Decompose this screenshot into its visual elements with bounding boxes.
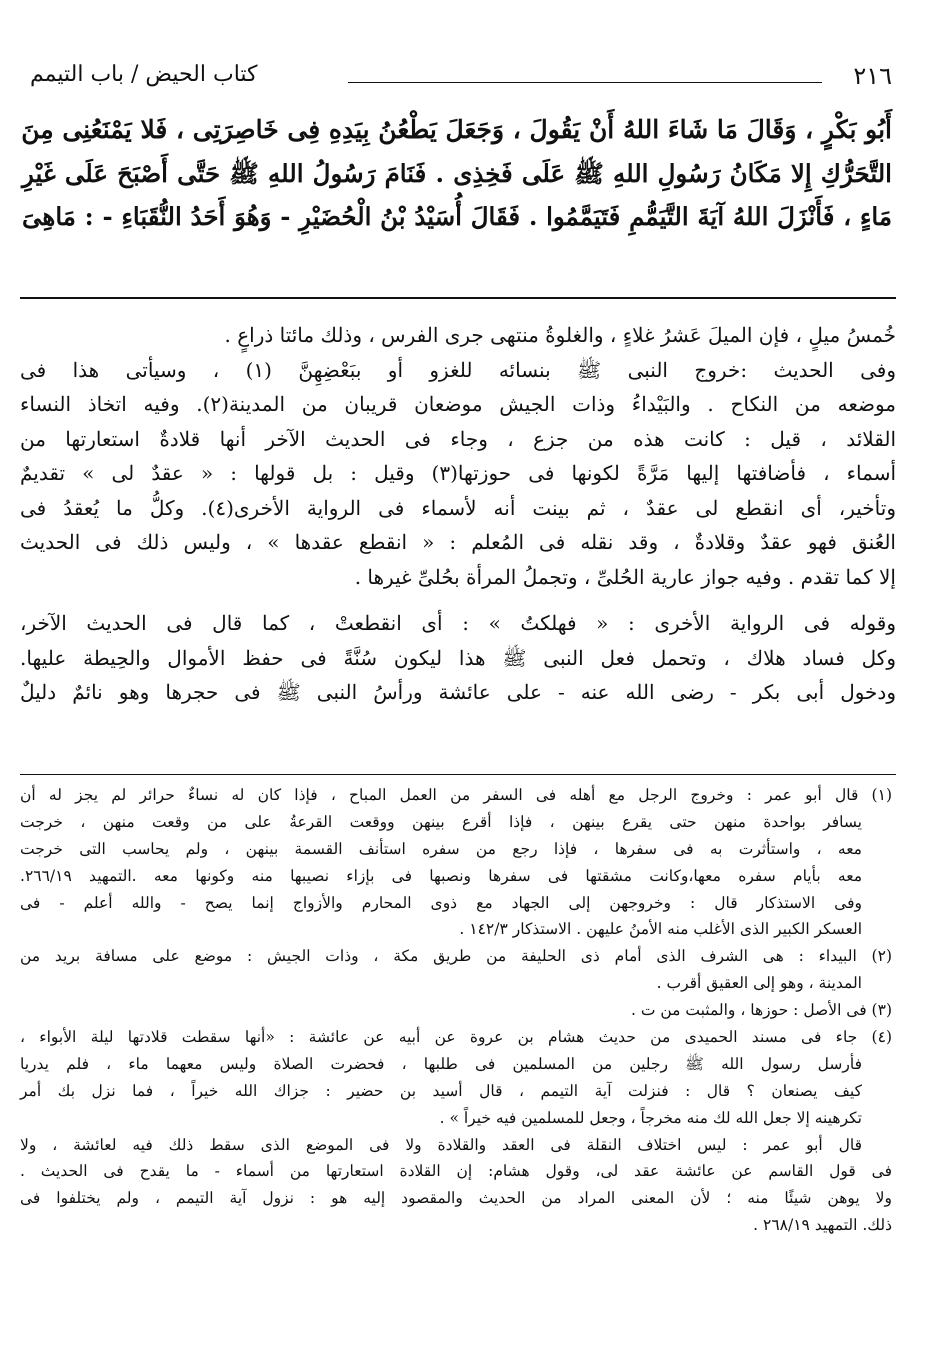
footnote-line: ذلك. التمهيد ٢٦٨/١٩ . [753,1216,892,1235]
footnote-line: قال أبو عمر : ليس اختلاف النقلة فى العقد والقلادة ولا فى الموضع الذى سقط ذلك فيه لعائشة ، ولا [20,1135,862,1154]
hadith-line: أَبُو بَكْرٍ ، وَقَالَ مَا شَاءَ اللهُ أَنْ يَقُولَ ، وَجَعَلَ يَطْعُنُ بِيَدِهِ فِى خَاصِرَتِى ، فَلا يَمْنَعُنِى مِنَ [21,115,892,144]
page-header [30,62,892,102]
footnote-line: كيف يصنعان ؟ قال : فنزلت آية التيمم ، قال أسيد بن حضير : جزاك الله خيراً ، فما نزل بك أمر [20,1081,862,1100]
footnote-line: وفى الاستذكار قال : وخروجهن إلى الجهاد مع ذوى المحارم والأزواج إنما يصح - والله أعلم - فى [20,893,862,912]
commentary-line: العُنق فهو عقدٌ وقلادةٌ ، وقد نقله فى المُعلم : « انقطع عقدها » ، وليس ذلك فى الحديث [20,530,896,554]
commentary [20,318,896,710]
footnote-line: معه ، واستأثرت به فى سفرها ، فإذا رجع من سفره استأنف القسمة بينهن ، ولم يحاسب التى خرجت [20,839,862,858]
commentary-line: القلائد ، قيل : كانت هذه من جزع ، وجاء فى الحديث الآخر أنها قلادةٌ استعارتها من [20,426,896,451]
section-divider [20,297,896,299]
footnote-line: (٤) جاء فى مسند الحميدى من حديث هشام بن عروة عن أبيه عن عائشة : «أنها سقطت قلادتها ليلة الأبواء ، [20,1028,892,1047]
commentary-line: أسماء ، فأضافتها إليها مَرَّةً لكونها فى حوزتها(٣) وقيل : بل قولها : « عقدٌ لى » تقديمٌ [20,461,897,485]
footnote-line: تكرهينه إلا جعل الله لك منه مخرجاً ، وجعل للمسلمين فيه خيراً » . [439,1108,862,1127]
page-number: ٢١٦ [853,62,892,90]
running-title: كتاب الحيض / باب التيمم [30,62,258,87]
footnote-line: (٢) البيداء : هى الشرف الذى أمام ذى الحليفة من طريق مكة ، وذات الجيش : موضع على مسافة بريد من [20,947,892,966]
footnote-line: ولا يوهن شيئًا منه ؛ لأن المعنى المراد من الحديث والمقصود إليه هو : نزول آية التيمم ، ولم يختلفوا فى [20,1189,892,1208]
commentary-line: وقوله فى الرواية الأخرى : « فهلكتُ » : أى انقطعتْ ، كما قال فى الحديث الآخر، [20,611,896,635]
hadith-text [22,108,892,239]
hadith-line: التَّحَرُّكِ إِلا مَكَانُ رَسُولِ اللهِ ﷺ عَلَى فَخِذِى . فَنَامَ رَسُولُ اللهِ ﷺ حَتَّى أَصْبَحَ عَلَى غَيْرِ [22,158,892,188]
footnote-line: (٣) فى الأصل : حوزها ، والمثبت من ت . [630,1001,892,1020]
footnote-line: فأرسل رسول الله ﷺ رجلين من المسلمين فى طلبها ، فحضرت الصلاة وليس معهما ماء ، فلم يدريا [20,1054,862,1073]
footnote-line: (١) قال أبو عمر : وخروج الرجل مع أهله فى السفر من العمل المباح ، فإذا كان له نساءٌ حرائر لم يجز له أن [20,786,892,804]
commentary-line: ودخول أبى بكر - رضى الله عنه - على عائشة ورأسُ النبى ﷺ فى حجرها وهو نائمٌ دليلٌ [20,680,896,704]
footnotes [20,782,892,1239]
footnote-line: معه بأيام سفره معها،وكانت مشقتها فى سفرها ونصبها فى بإزاء نصيبها منه وكونها معه .التمهيد ٢٦٦/١٩. [20,866,862,885]
header-rule [348,82,822,83]
commentary-line: موضعه من النكاح . والبَيْداءُ وذات الجيش موضعان قريبان من المدينة(٢). وفيه اتخاذ النساء [20,392,896,416]
hadith-line: مَاءٍ ، فَأَنْزَلَ اللهُ آيَةَ التَّيَمُّمِ فَتَيَمَّمُوا . فَقَالَ أُسَيْدُ بْنُ الْحُضَيْرِ - وَهُوَ أَحَدُ النُّقَبَاءِ - : مَاهِىَ [22,202,892,231]
commentary-line: وفى الحديث :خروج النبى ﷺ بنسائه للغزو أو ببَعْضِهِنَّ (١) ، وسيأتى هذا فى [20,357,896,382]
footnote-line: المدينة ، وهو إلى العقيق أقرب . [656,974,862,993]
commentary-line: وكل فساد هلاك ، وتحمل فعل النبى ﷺ هذا ليكون سُنَّةً فى حفظ الأموال والحِيطة عليها. [20,645,896,670]
commentary-line: وتأخير، أى انقطع لى عقدٌ ، ثم بينت أنه لأسماء فى الرواية الأخرى(٤). وكلُّ ما يُعقدُ فى [20,495,896,520]
commentary-line: خُمسُ ميلٍ ، فإن الميلَ عَشرُ غلاءٍ ، والغلوةُ منتهى جرى الفرس ، وذلك مائتا ذراعٍ . [224,323,896,347]
footnote-divider [20,774,896,775]
footnote-line: فى قول القاسم عن عائشة عقد لى، وقول هشام: إن القلادة استعارتها من أسماء - ما يقدح فى الحديث . [20,1162,892,1181]
commentary-line: إلا كما تقدم . وفيه جواز عارية الحُلىِّ ، وتجملُ المرأة بحُلىِّ غيرها . [354,564,896,589]
footnote-line: العسكر الكبير الذى الأغلب منه الأمنُ عليهن . الاستذكار ١٤٢/٣ . [459,920,862,939]
footnote-line: يسافر بواحدة منهن حتى يقرع بينهن ، فإذا أقرع بينهن ووقعت القرعةُ على من وقعت منهن ، خرجت [20,812,862,831]
